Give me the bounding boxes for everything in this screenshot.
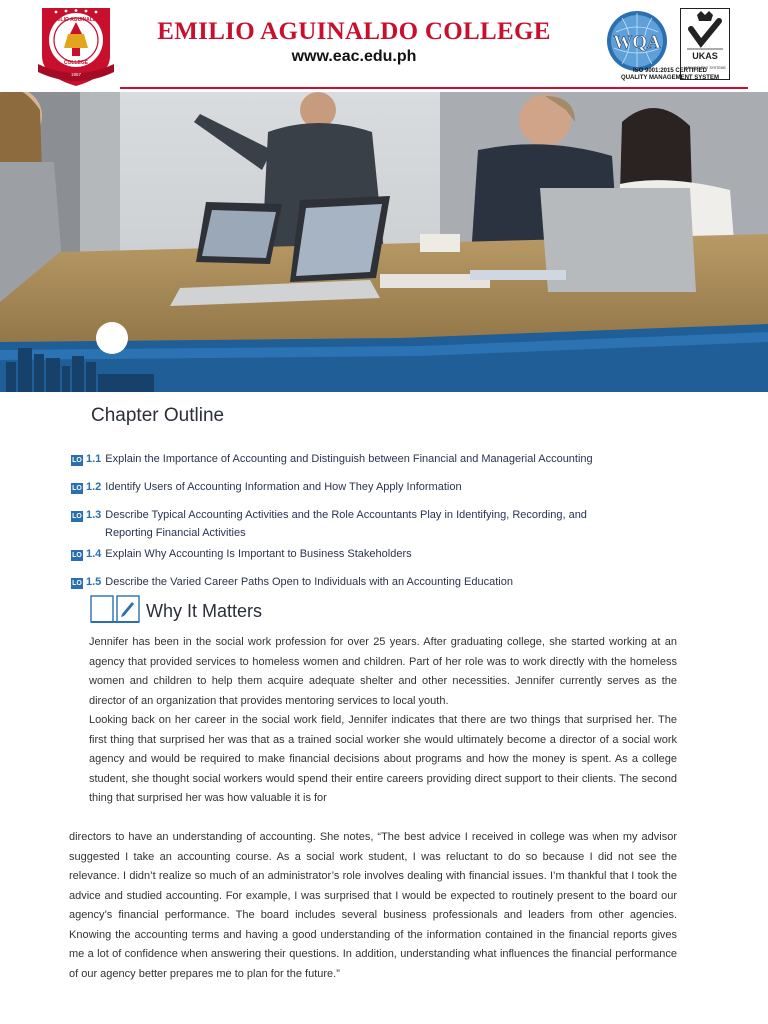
lo-number: 1.3 xyxy=(86,509,102,521)
college-seal-logo xyxy=(36,4,116,88)
svg-text:WQA: WQA xyxy=(613,32,661,53)
lo-number: 1.5 xyxy=(86,576,102,588)
body-paragraph-3: directors to have an understanding of accounting. She notes, “The best advice I received in college was when my advisor suggested I take an accounting course. As a social work student, I was reluctant to do so because I did not see the relevance. I didn’t realize so much of an administrator’s role involves dealing with financial issues. I’m thankful that I took the advice and studied accounting. For example, I was surprised that I would be expected to routinely present to the board our agency’s financial performance. The board includes several business professionals and leaders from other agencies. Knowing the accounting terms and having a good understanding of the information contained in the financial reports gives me a lot of confidence when answering their questions. In addition, understanding what influences the financial performance of our agency better prepares me to plan for the future.” xyxy=(69,831,677,980)
quality-management-text: QUALITY MANAGEMENT SYSTEM xyxy=(621,75,719,81)
learning-objective-1-5 xyxy=(71,573,671,591)
lo-badge-icon: LO xyxy=(72,513,82,520)
hero-banner xyxy=(0,92,768,392)
lo-badge-icon: LO xyxy=(72,580,82,587)
lo-badge-icon: LO xyxy=(72,485,82,492)
lo-text: Describe the Varied Career Paths Open to Individuals with an Accounting Education xyxy=(105,576,513,588)
svg-text:EMILIO AGUINALDO: EMILIO AGUINALDO xyxy=(51,17,101,23)
lo-text: Explain the Importance of Accounting and Distinguish between Financial and Managerial Accounting xyxy=(105,453,593,465)
why-it-matters-heading: Why It Matters xyxy=(146,601,263,621)
chapter-outline-heading: Chapter Outline xyxy=(91,405,225,426)
notebook-pen-icon xyxy=(90,592,140,626)
college-website[interactable]: www.eac.edu.ph xyxy=(291,48,417,65)
lo-text: Identify Users of Accounting Information and How They Apply Information xyxy=(105,481,462,493)
lo-badge-icon: LO xyxy=(72,552,82,559)
lo-badge-icon: LO xyxy=(72,457,82,464)
lo-text-continued: Reporting Financial Activities xyxy=(105,527,246,539)
svg-text:MANAGEMENT SYSTEMS: MANAGEMENT SYSTEMS xyxy=(684,66,726,70)
body-paragraph-2: Looking back on her career in the social work field, Jennifer indicates that there are two things that surprised her. The first thing that surprised her was that as a trained social worker she would ultimately become a director of a social work agency and would be required to make financial decisions about programs and how the money is spent. As a college student, she thought social workers would spend their entire careers providing direct support to their clients. The second thing that surprised her was how valuable it is for xyxy=(89,714,677,804)
iso-certification-text: ISO 9001:2015 CERTIFIED xyxy=(632,68,708,74)
svg-text:COLLEGE: COLLEGE xyxy=(63,60,89,66)
learning-objective-1-4 xyxy=(71,545,671,563)
learning-objective-1-2 xyxy=(71,478,671,496)
page-header xyxy=(0,0,768,92)
header-divider xyxy=(120,87,748,89)
lo-text: Explain Why Accounting Is Important to Business Stakeholders xyxy=(105,548,412,560)
lo-number: 1.2 xyxy=(86,481,102,493)
college-name: EMILIO AGUINALDO COLLEGE xyxy=(157,18,551,45)
svg-text:UKAS: UKAS xyxy=(692,51,718,61)
lo-number: 1.1 xyxy=(86,453,102,465)
learning-objective-1-3 xyxy=(71,506,671,542)
office-meeting-photo xyxy=(0,92,768,392)
svg-text:1957: 1957 xyxy=(70,72,82,77)
learning-objective-1-1 xyxy=(71,450,671,468)
lo-number: 1.4 xyxy=(86,548,102,560)
lo-text: Describe Typical Accounting Activities and the Role Accountants Play in Identifying, Recording, and xyxy=(105,509,587,521)
body-paragraph-1: Jennifer has been in the social work profession for over 25 years. After graduating college, she started working at an agency that provided services to homeless women and children. Part of her role was to work directly with the homeless women and children to help them acquire adequate shelter and other necessities. Jennifer currently serves as the director of an organization that provides mentoring services to local youth. xyxy=(89,636,677,707)
